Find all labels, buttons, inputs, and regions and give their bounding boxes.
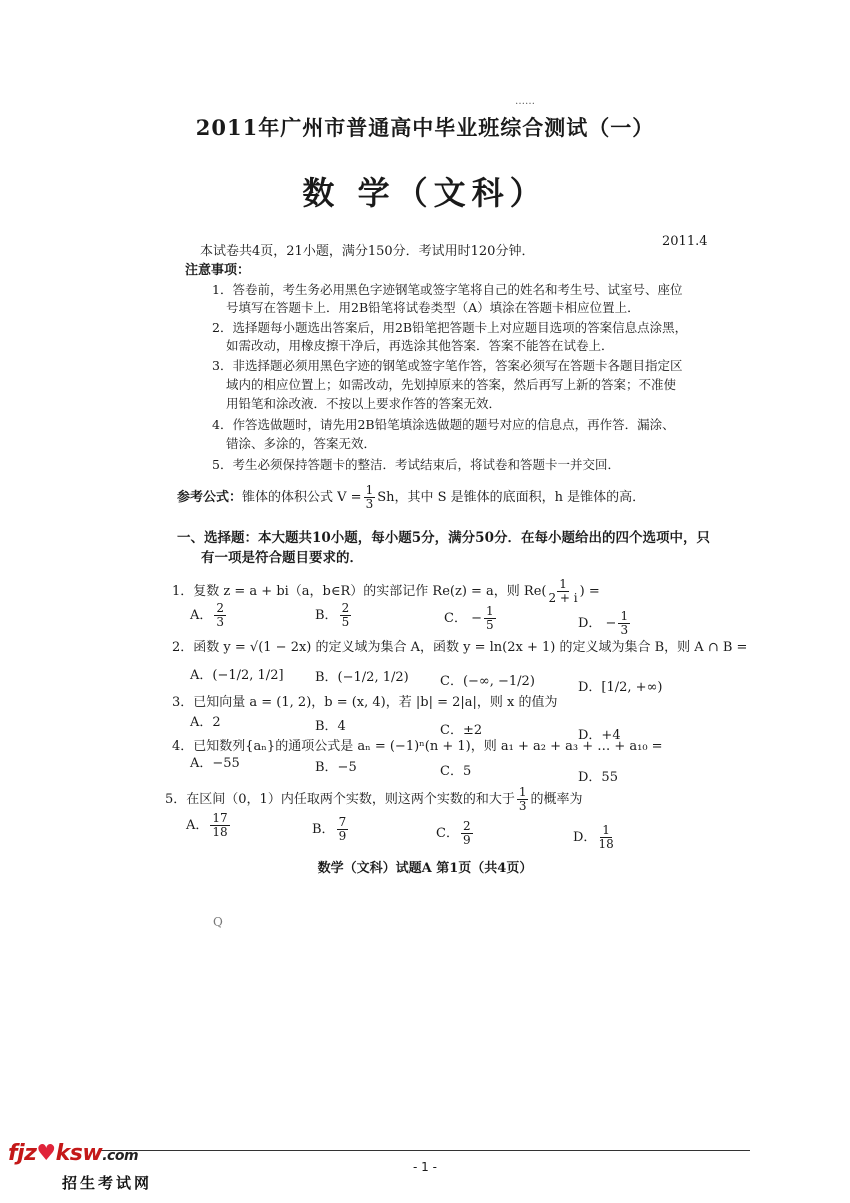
question-4-option-a: A．−55 xyxy=(190,756,240,771)
notes-heading: 注意事项： xyxy=(185,263,251,278)
note-line: 2．选择题每小题选出答案后，用2B铅笔把答题卡上对应题目选项的答案信息点涂黑， xyxy=(212,320,688,335)
question-4-option-d: D．55 xyxy=(578,770,618,785)
heart-icon: ♥ xyxy=(36,1141,56,1166)
fraction: $\frac{1}{3}$ xyxy=(518,785,527,813)
question-4-stem: 4．已知数列{aₙ}的通项公式是 aₙ = (−1)ⁿ(n + 1)，则 a₁ + a₂ + a₃ + … + a₁₀ = xyxy=(172,739,663,754)
question-4-option-c: C．5 xyxy=(440,764,472,779)
note-line: 号填写在答题卡上．用2B铅笔将试卷类型（A）填涂在答题卡相应位置上． xyxy=(226,300,640,315)
top-scan-mark: …… xyxy=(515,96,535,107)
question-3-option-a: A．2 xyxy=(190,715,221,730)
question-1-option-a: A． $\frac{2}{3}$ xyxy=(190,601,225,629)
note-line: 1．答卷前，考生务必用黑色字迹钢笔或签字笔将自己的姓名和考生号、试室号、座位 xyxy=(212,282,683,297)
question-3-option-c: C．±2 xyxy=(440,723,483,738)
question-5-option-c: C． $\frac{2}{9}$ xyxy=(436,819,471,847)
question-2-stem: 2．函数 y = √(1 − 2x) 的定义域为集合 A，函数 y = ln(2x + 1) 的定义域为集合 B，则 A ∩ B = xyxy=(172,640,748,655)
site-logo-caption: 招生考试网 xyxy=(62,1174,153,1192)
exam-title: 2011年广州市普通高中毕业班综合测试（一） xyxy=(195,115,655,140)
page-footer-label: 数学（文科）试题A 第1页（共4页） xyxy=(317,861,533,876)
exam-date: 2011.4 xyxy=(662,234,708,249)
fraction: $\frac{1}{3}$ xyxy=(365,483,374,511)
question-1-option-d: D． − $\frac{1}{3}$ xyxy=(578,609,629,637)
note-line: 用铅笔和涂改液．不按以上要求作答的答案无效． xyxy=(226,396,502,411)
site-logo[interactable]: fjz♥ksw.com xyxy=(8,1141,139,1166)
reference-label: 参考公式： xyxy=(177,490,243,505)
footer-divider xyxy=(100,1150,750,1151)
question-1-option-c: C． − $\frac{1}{5}$ xyxy=(444,604,494,632)
question-1-option-b: B． $\frac{2}{5}$ xyxy=(315,601,350,629)
question-2-option-c: C．(−∞, −1/2) xyxy=(440,674,535,689)
page-number: - 1 - xyxy=(413,1160,437,1174)
question-5-option-b: B． $\frac{7}{9}$ xyxy=(312,815,347,843)
scan-artifact: Q xyxy=(213,915,223,929)
question-5-stem: 5．在区间（0，1）内任取两个实数，则这两个实数的和大于 $\frac{1}{3}$ 的概率为 xyxy=(165,785,583,813)
section-heading: 一、选择题：本大题共10小题，每小题5分，满分50分．在每小题给出的四个选项中，只 有一项是符合题目要求的． xyxy=(177,530,710,566)
question-2-option-d: D．[1/2, +∞) xyxy=(578,680,663,695)
question-4-option-b: B．−5 xyxy=(315,760,357,775)
question-3-option-d: D．+4 xyxy=(578,728,621,743)
note-line: 错涂、多涂的，答案无效． xyxy=(226,436,377,451)
question-5-option-d: D． $\frac{1}{18}$ xyxy=(573,823,614,851)
fraction: $\frac{1}{2 + i}$ xyxy=(548,577,578,605)
question-3-option-b: B．4 xyxy=(315,719,346,734)
question-3-stem: 3．已知向量 a = (1, 2)，b = (x, 4)，若 |b| = 2|a|，则 x 的值为 xyxy=(172,695,558,710)
question-5-option-a: A． $\frac{17}{18}$ xyxy=(186,811,228,839)
reference-text-b: Sh，其中 S 是锥体的底面积，h 是锥体的高． xyxy=(377,490,646,505)
reference-formula xyxy=(177,484,645,511)
question-1-stem: 1．复数 z = a + bi（a，b∈R）的实部记作 Re(z) = a，则 Re( $\frac{1}{2 + i}$ ) = xyxy=(172,577,600,605)
note-line: 5．考生必须保持答题卡的整洁．考试结束后，将试卷和答题卡一并交回． xyxy=(212,457,620,472)
note-line: 如需改动，用橡皮擦干净后，再选涂其他答案．答案不能答在试卷上． xyxy=(226,338,614,353)
question-2-option-a: A．(−1/2, 1/2] xyxy=(190,668,284,683)
note-line: 3．非选择题必须用黑色字迹的钢笔或签字笔作答，答案必须写在答题卡各题目指定区 xyxy=(212,358,683,373)
subject-title: 数 学（文科） xyxy=(302,174,548,212)
reference-text-a: 锥体的体积公式 V = xyxy=(242,490,362,505)
note-line: 4．作答选做题时，请先用2B铅笔填涂选做题的题号对应的信息点，再作答．漏涂、 xyxy=(212,417,675,432)
exam-intro: 本试卷共4页，21小题，满分150分．考试用时120分钟． xyxy=(200,244,535,259)
note-line: 域内的相应位置上；如需改动，先划掉原来的答案，然后再写上新的答案；不准使 xyxy=(226,377,677,392)
question-2-option-b: B．(−1/2, 1/2) xyxy=(315,670,409,685)
